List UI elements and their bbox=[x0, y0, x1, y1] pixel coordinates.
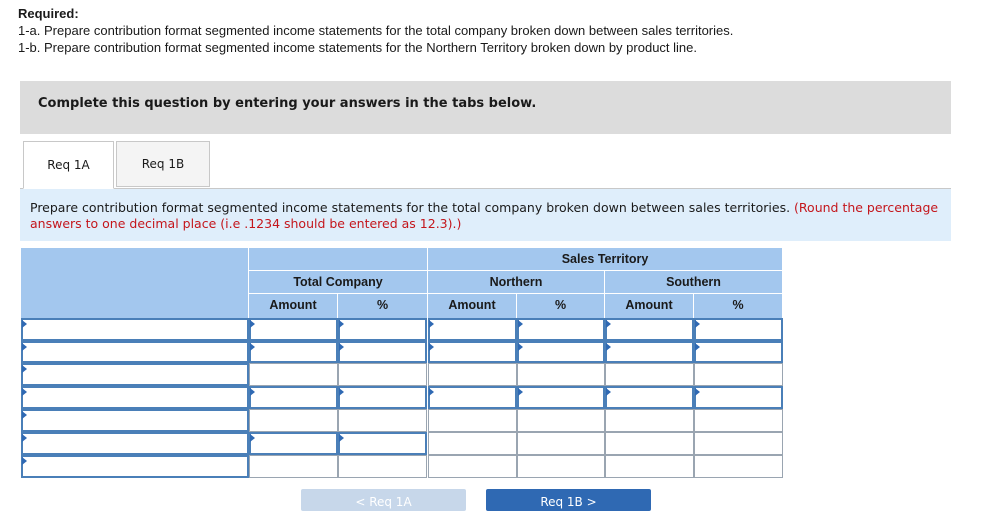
northern-percent-cell-row-2[interactable] bbox=[517, 341, 605, 363]
question-instructions bbox=[20, 189, 951, 241]
dropdown-marker-icon bbox=[429, 343, 434, 351]
dropdown-marker-icon bbox=[695, 320, 700, 328]
northern-amount-cell-row-3 bbox=[428, 363, 517, 386]
tab-req-1a[interactable]: Req 1A bbox=[23, 141, 114, 189]
dropdown-marker-icon bbox=[339, 343, 344, 351]
required-line-1a: 1-a. Prepare contribution format segmented income statements for the total company broken down between sales territories. bbox=[18, 23, 734, 38]
southern-percent-cell-row-5 bbox=[694, 409, 783, 432]
dropdown-marker-icon bbox=[695, 343, 700, 351]
row-label-cell-row-7[interactable] bbox=[21, 455, 249, 478]
northern-percent-cell-row-3 bbox=[517, 363, 605, 386]
total-amount-cell-row-1[interactable] bbox=[249, 318, 338, 341]
dropdown-marker-icon bbox=[339, 320, 344, 328]
southern-amount-label: Amount bbox=[625, 298, 673, 312]
next-req-1b-button[interactable]: Req 1B > bbox=[486, 489, 651, 511]
northern-percent-cell-row-5 bbox=[517, 409, 605, 432]
dropdown-marker-icon bbox=[518, 388, 523, 396]
total-percent-cell-row-1[interactable] bbox=[338, 318, 427, 341]
row-label-cell-row-5[interactable] bbox=[21, 409, 249, 432]
total-amount-label: Amount bbox=[269, 298, 317, 312]
dropdown-marker-icon bbox=[339, 388, 344, 396]
northern-amount-cell-row-2[interactable] bbox=[428, 341, 517, 363]
dropdown-marker-icon bbox=[250, 388, 255, 396]
southern-percent-cell-row-7 bbox=[694, 455, 783, 478]
dropdown-marker-icon bbox=[429, 320, 434, 328]
total-percent-label: % bbox=[376, 298, 389, 312]
northern-amount-cell-row-7 bbox=[428, 455, 517, 478]
dropdown-marker-icon bbox=[250, 320, 255, 328]
row-label-cell-row-2[interactable] bbox=[21, 341, 249, 363]
total-amount-cell-row-4[interactable] bbox=[249, 386, 338, 409]
dropdown-marker-icon bbox=[606, 320, 611, 328]
northern-percent-label: % bbox=[554, 298, 567, 312]
required-line-1b: 1-b. Prepare contribution format segmented income statements for the Northern Territory broken down by product line. bbox=[18, 40, 697, 55]
southern-amount-cell-row-2[interactable] bbox=[605, 341, 694, 363]
southern-percent-cell-row-3 bbox=[694, 363, 783, 386]
southern-amount-cell-row-7 bbox=[605, 455, 694, 478]
rounding-note: (Round the percentage answers to one decimal place (i.e .1234 should be entered as 12.3).) bbox=[30, 200, 939, 231]
total-company-label: Total Company bbox=[293, 275, 383, 289]
sales-territory-label: Sales Territory bbox=[561, 252, 649, 266]
dropdown-marker-icon bbox=[695, 388, 700, 396]
northern-percent-cell-row-7 bbox=[517, 455, 605, 478]
southern-percent-cell-row-4[interactable] bbox=[694, 386, 783, 409]
dropdown-marker-icon bbox=[606, 388, 611, 396]
tab-req-1b[interactable]: Req 1B bbox=[116, 141, 210, 187]
northern-percent-cell-row-4[interactable] bbox=[517, 386, 605, 409]
southern-percent-cell-row-6 bbox=[694, 432, 783, 455]
dropdown-marker-icon bbox=[22, 365, 27, 373]
northern-amount-cell-row-6 bbox=[428, 432, 517, 455]
required-title: Required: bbox=[18, 6, 79, 21]
southern-percent-label: % bbox=[732, 298, 744, 312]
dropdown-marker-icon bbox=[339, 434, 344, 442]
dropdown-marker-icon bbox=[518, 320, 523, 328]
northern-amount-cell-row-4[interactable] bbox=[428, 386, 517, 409]
dropdown-marker-icon bbox=[22, 434, 27, 442]
southern-amount-cell-row-4[interactable] bbox=[605, 386, 694, 409]
dropdown-marker-icon bbox=[518, 343, 523, 351]
instruction-banner bbox=[20, 81, 951, 134]
dropdown-marker-icon bbox=[429, 388, 434, 396]
southern-amount-cell-row-3 bbox=[605, 363, 694, 386]
northern-amount-cell-row-5 bbox=[428, 409, 517, 432]
prev-req-1a-button[interactable]: < Req 1A bbox=[301, 489, 466, 511]
banner-text: Complete this question by entering your answers in the tabs below. bbox=[38, 96, 537, 111]
total-amount-cell-row-6[interactable] bbox=[249, 432, 338, 455]
southern-label: Southern bbox=[666, 275, 721, 289]
row-label-cell-row-4[interactable] bbox=[21, 386, 249, 409]
total-percent-cell-row-2[interactable] bbox=[338, 341, 427, 363]
northern-percent-cell-row-6 bbox=[517, 432, 605, 455]
total-percent-cell-row-3 bbox=[338, 363, 427, 386]
dropdown-marker-icon bbox=[250, 343, 255, 351]
dropdown-marker-icon bbox=[22, 388, 27, 396]
total-percent-cell-row-7 bbox=[338, 455, 427, 478]
total-amount-cell-row-5 bbox=[249, 409, 338, 432]
dropdown-marker-icon bbox=[22, 343, 27, 351]
dropdown-marker-icon bbox=[606, 343, 611, 351]
total-percent-cell-row-6[interactable] bbox=[338, 432, 427, 455]
southern-percent-cell-row-2[interactable] bbox=[694, 341, 783, 363]
southern-amount-cell-row-1[interactable] bbox=[605, 318, 694, 341]
southern-amount-cell-row-6 bbox=[605, 432, 694, 455]
total-percent-cell-row-5 bbox=[338, 409, 427, 432]
row-label-cell-row-1[interactable] bbox=[21, 318, 249, 341]
northern-label: Northern bbox=[489, 275, 543, 289]
total-amount-cell-row-2[interactable] bbox=[249, 341, 338, 363]
dropdown-marker-icon bbox=[22, 411, 27, 419]
instruction-text: Prepare contribution format segmented income statements for the total company broken down between sales territories. bbox=[30, 200, 791, 215]
total-percent-cell-row-4[interactable] bbox=[338, 386, 427, 409]
total-amount-cell-row-3 bbox=[249, 363, 338, 386]
dropdown-marker-icon bbox=[22, 320, 27, 328]
header-group-band bbox=[249, 248, 427, 270]
total-amount-cell-row-7 bbox=[249, 455, 338, 478]
southern-amount-cell-row-5 bbox=[605, 409, 694, 432]
northern-amount-cell-row-1[interactable] bbox=[428, 318, 517, 341]
northern-percent-cell-row-1[interactable] bbox=[517, 318, 605, 341]
row-label-cell-row-6[interactable] bbox=[21, 432, 249, 455]
tab-bar bbox=[20, 141, 951, 189]
dropdown-marker-icon bbox=[250, 434, 255, 442]
dropdown-marker-icon bbox=[22, 457, 27, 465]
row-label-cell-row-3[interactable] bbox=[21, 363, 249, 386]
header-label-column bbox=[21, 248, 248, 318]
southern-percent-cell-row-1[interactable] bbox=[694, 318, 783, 341]
northern-amount-label: Amount bbox=[448, 298, 496, 312]
